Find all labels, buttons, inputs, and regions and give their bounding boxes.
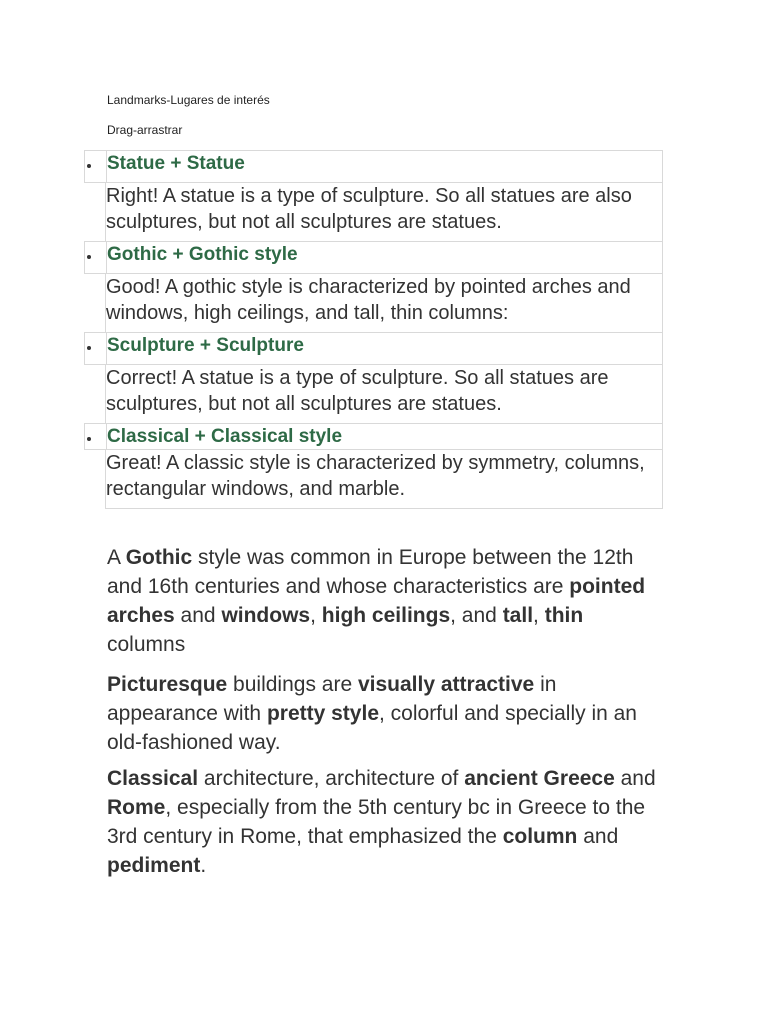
text-run: , and	[450, 604, 503, 627]
bold-term: pretty style	[266, 702, 379, 725]
text-run: columns	[107, 633, 186, 656]
bold-term: Classical	[107, 767, 199, 790]
pair-header-1	[84, 150, 663, 183]
bold-term: Picturesque	[107, 673, 228, 696]
bold-term: ancient Greece	[464, 767, 615, 790]
pair-header-2	[84, 241, 663, 274]
pair-header-4	[84, 423, 663, 450]
pair-text: Good! A gothic style is characterized by pointed arches and windows, high ceilings, and tall, thin columns:	[106, 276, 631, 324]
bold-term: visually attractive	[357, 673, 535, 696]
bold-term: Rome	[107, 796, 166, 819]
bold-term: pointed arches	[107, 575, 646, 627]
bullet-icon	[85, 333, 107, 364]
bold-term: Gothic	[125, 546, 193, 569]
match-table	[84, 150, 663, 509]
bold-term: tall	[502, 604, 534, 627]
text-run: ,	[533, 604, 545, 627]
pair-label: Statue + Statue	[107, 153, 245, 174]
classical-paragraph	[107, 764, 667, 880]
picturesque-paragraph	[107, 670, 667, 757]
text-run: and	[174, 604, 222, 627]
bullet-icon	[85, 151, 107, 182]
pair-text: Great! A classic style is characterized by symmetry, columns, rectangular windows, and marble.	[106, 452, 645, 500]
text-run: and	[614, 767, 656, 790]
bold-term: windows	[221, 604, 311, 627]
text-run: and	[577, 825, 619, 848]
pair-text: Correct! A statue is a type of sculpture. So all statues are sculptures, but not all sculptures are statues.	[106, 367, 609, 415]
bold-term: thin	[544, 604, 584, 627]
pair-feedback-3	[105, 364, 663, 424]
text-run: , especially from the 5th century bc in Greece to the 3rd century in Rome, that emphasized the	[107, 796, 646, 848]
text-run: A	[107, 546, 126, 569]
text-run: in appearance with	[107, 673, 557, 725]
pair-feedback-4	[105, 449, 663, 509]
bullet-icon	[85, 424, 107, 449]
pair-label: Classical + Classical style	[107, 426, 343, 447]
pair-label: Gothic + Gothic style	[107, 244, 298, 265]
text-run: architecture, architecture of	[198, 767, 465, 790]
pair-header-3	[84, 332, 663, 365]
text-run: style was common in Europe between the 12th and 16th centuries and whose characteristics are	[107, 546, 634, 598]
text-run: .	[200, 854, 207, 877]
text-run: , colorful and specially in an old-fashioned way.	[107, 702, 637, 754]
document-subtitle: Drag-arrastrar	[107, 123, 183, 137]
bold-term: column	[502, 825, 578, 848]
pair-feedback-2	[105, 273, 663, 333]
pair-text: Right! A statue is a type of sculpture. So all statues are also sculptures, but not all sculptures are statues.	[106, 185, 632, 233]
bold-term: high ceilings	[321, 604, 451, 627]
gothic-paragraph	[107, 543, 667, 659]
bold-term: pediment	[107, 854, 201, 877]
text-run: ,	[310, 604, 322, 627]
bullet-icon	[85, 242, 107, 273]
pair-label: Sculpture + Sculpture	[107, 335, 304, 356]
text-run: buildings are	[227, 673, 358, 696]
pair-feedback-1	[105, 182, 663, 242]
document-title: Landmarks-Lugares de interés	[107, 93, 270, 107]
